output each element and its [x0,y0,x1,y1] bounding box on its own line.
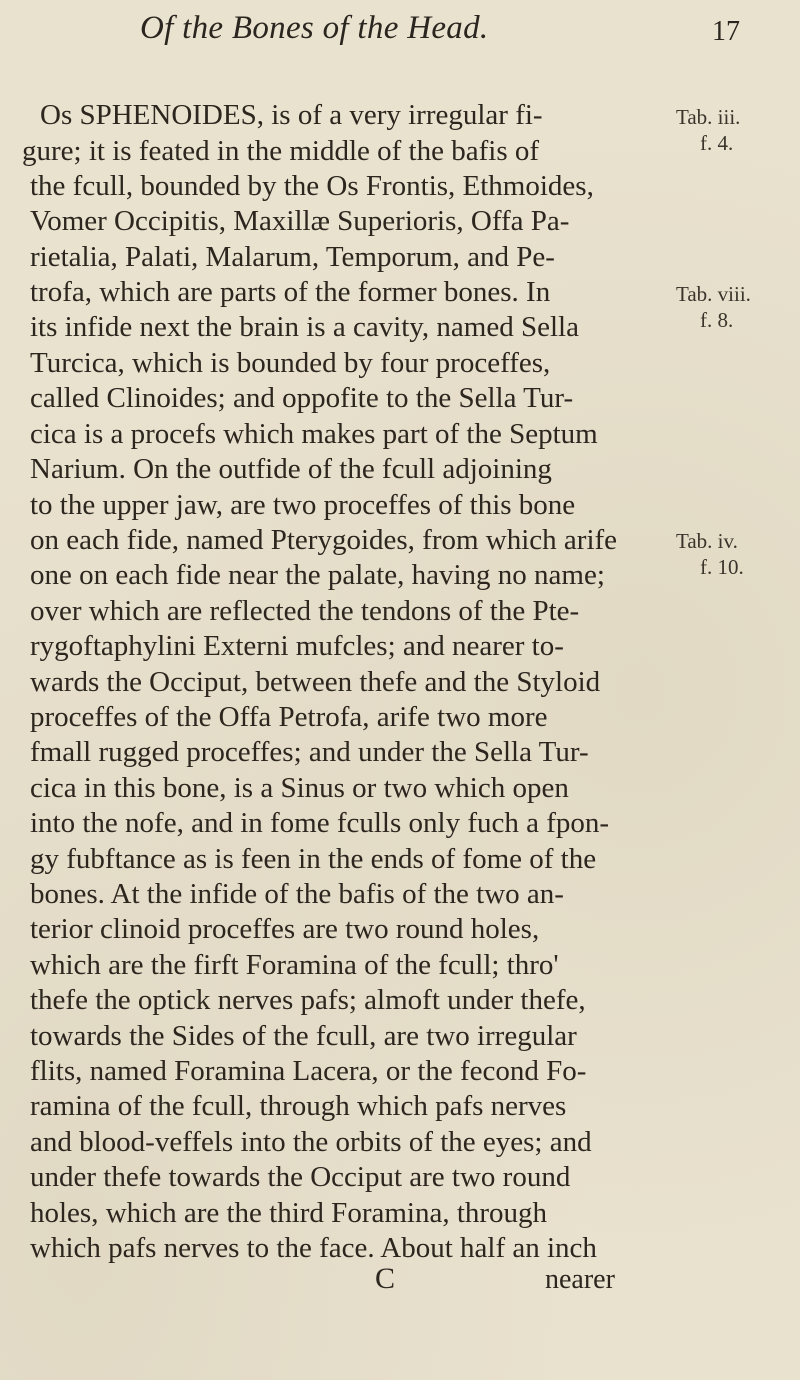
text-line: one on each fide near the palate, having no name; [30,559,605,591]
text-line: under thefe towards the Occiput are two round [30,1161,571,1193]
text-line: rietalia, Palati, Malarum, Temporum, and Pe- [30,241,555,273]
margin-note-plate-ref: Tab. iv. [676,529,738,553]
text-line: and blood-veffels into the orbits of the eyes; and [30,1126,592,1158]
catchword: nearer [545,1264,615,1295]
text-line: ramina of the fcull, through which pafs nerves [30,1090,567,1122]
signature-mark: C [375,1262,396,1295]
text-line: gy fubftance as is feen in the ends of fome of the [30,843,597,875]
text-line: to the upper jaw, are two proceffes of this bone [30,489,576,521]
text-line: thefe the optick nerves pafs; almoft under thefe, [30,984,586,1016]
text-line: fmall rugged proceffes; and under the Sella Tur- [30,736,589,768]
text-line: called Clinoides; and oppofite to the Sella Tur- [30,382,574,414]
text-line: proceffes of the Offa Petrofa, arife two more [30,701,548,733]
text-line: cica is a procefs which makes part of the Septum [30,418,598,450]
text-line: which pafs nerves to the face. About half an inch [30,1232,597,1264]
margin-note-figure-ref: f. 4. [700,131,734,155]
page-number: 17 [712,16,740,47]
text-line: cica in this bone, is a Sinus or two which open [30,772,569,804]
margin-note-figure-ref: f. 8. [700,308,734,332]
text-line: holes, which are the third Foramina, through [30,1197,548,1229]
margin-note-plate-ref: Tab. viii. [676,282,751,306]
text-line: Os SPHENOIDES, is of a very irregular fi- [40,99,543,131]
text-line: rygoftaphylini Externi mufcles; and nearer to- [30,630,564,662]
text-line: wards the Occiput, between thefe and the Styloid [30,666,601,698]
text-line: Vomer Occipitis, Maxillæ Superioris, Offa Pa- [30,205,570,237]
text-line: gure; it is feated in the middle of the bafis of [22,135,540,167]
text-line: Narium. On the outfide of the fcull adjoining [30,453,552,485]
running-title: Of the Bones of the Head. [140,10,489,46]
text-line: towards the Sides of the fcull, are two irregular [30,1020,577,1052]
text-line: bones. At the infide of the bafis of the two an- [30,878,564,910]
text-line: over which are reflected the tendons of the Pte- [30,595,580,627]
text-line: on each fide, named Pterygoides, from which arife [30,524,618,556]
text-line: its infide next the brain is a cavity, named Sella [30,311,579,343]
margin-note-plate-ref: Tab. iii. [676,105,741,129]
margin-note-figure-ref: f. 10. [700,555,744,579]
text-line: the fcull, bounded by the Os Frontis, Ethmoides, [30,170,594,202]
text-line: trofa, which are parts of the former bones. In [30,276,551,308]
text-line: flits, named Foramina Lacera, or the fecond Fo- [30,1055,587,1087]
text-line: Turcica, which is bounded by four proceffes, [30,347,551,379]
text-line: terior clinoid proceffes are two round holes, [30,913,540,945]
text-line: into the nofe, and in fome fculls only fuch a fpon- [30,807,610,839]
running-head [140,10,740,54]
text-line: which are the firft Foramina of the fcull; thro' [30,949,559,981]
